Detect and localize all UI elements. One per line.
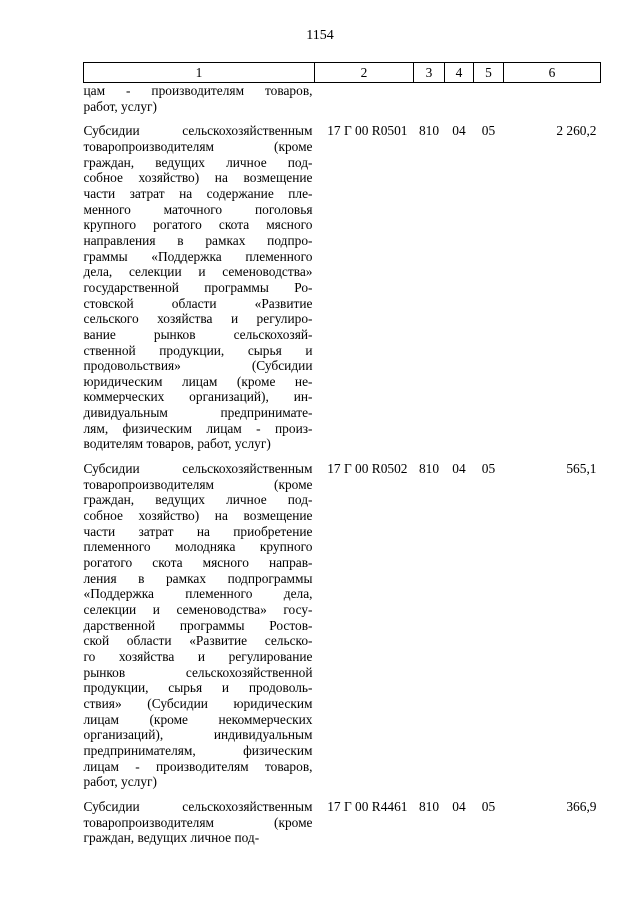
description-line: лям, физическим лицам - произ- <box>83 420 313 436</box>
description-line: рынков сельскохозяйственной <box>83 664 313 680</box>
row-spacer <box>84 452 601 460</box>
row-amount: 366,9 <box>566 798 597 814</box>
description-line: товаропроизводителям (кроме <box>83 476 313 492</box>
description-line: граждан, ведущих личное под- <box>83 492 313 508</box>
description-line: цам - производителям товаров, <box>83 83 313 98</box>
row-col-3: 810 <box>418 123 440 139</box>
description-line: Субсидии сельскохозяйственным <box>83 798 313 814</box>
row-code: 17 Г 00 R4461 <box>327 798 408 814</box>
header-col-5: 5 <box>474 63 504 83</box>
row-spacer <box>84 790 601 798</box>
description-line: работ, услуг) <box>83 98 157 114</box>
description-line: собное хозяйство) на возмещение <box>83 170 313 186</box>
row-col-3: 810 <box>418 461 440 477</box>
description-line: рогатого скота мясного направ- <box>83 555 313 571</box>
page-number: 1154 <box>306 28 334 43</box>
description-line: вание рынков сельскохозяй- <box>83 326 313 342</box>
description-line: Субсидии сельскохозяйственным <box>83 123 313 139</box>
row-code: 17 Г 00 R0501 <box>327 123 408 139</box>
description-line: предпринимателям, физическим <box>83 742 313 758</box>
description-line: продукции, сырья и продоволь- <box>83 680 313 696</box>
description-line: дивидуальным предпринимате- <box>83 405 313 421</box>
table-row <box>84 460 601 790</box>
budget-table <box>83 62 601 846</box>
row-code: 17 Г 00 R0502 <box>327 461 408 477</box>
row-col-5: 05 <box>481 123 496 139</box>
header-col-4: 4 <box>445 63 474 83</box>
description-line: ствия» (Субсидии юридическим <box>83 695 313 711</box>
description-line: ления в рамках подпрограммы <box>83 570 313 586</box>
description-line: коммерческих организаций), ин- <box>83 389 313 405</box>
description-line: лицам - производителям товаров, <box>83 758 313 774</box>
row-description <box>84 460 315 790</box>
description-line: дела, селекции и семеноводства» <box>83 264 313 280</box>
row-col-3: 810 <box>418 798 440 814</box>
row-description <box>84 798 315 846</box>
table-header-row <box>84 63 601 83</box>
description-line: граммы «Поддержка племенного <box>83 248 313 264</box>
row-amount: 565,1 <box>566 461 597 477</box>
description-line: крупного рогатого скота мясного <box>83 217 313 233</box>
description-line: водителям товаров, работ, услуг) <box>83 436 271 452</box>
row-amount: 2 260,2 <box>556 123 597 139</box>
description-line: лицам (кроме некоммерческих <box>83 711 313 727</box>
description-line: дарственной программы Ростов- <box>83 617 313 633</box>
table-row <box>84 122 601 452</box>
description-line: юридическим лицам (кроме не- <box>83 373 313 389</box>
description-line: племенного молодняка крупного <box>83 539 313 555</box>
description-line: «Поддержка племенного дела, <box>83 586 313 602</box>
row-spacer <box>84 114 601 122</box>
continuation-description <box>84 83 315 115</box>
description-line: части затрат на содержание пле- <box>83 185 313 201</box>
row-col-5: 05 <box>481 461 496 477</box>
description-line: работ, услуг) <box>83 774 157 790</box>
description-line: стовской области «Развитие <box>83 295 313 311</box>
table-row <box>84 798 601 846</box>
header-col-3: 3 <box>414 63 445 83</box>
description-line: товаропроизводителям (кроме <box>83 138 313 154</box>
continuation-row <box>84 83 601 115</box>
description-line: продовольствия» (Субсидии <box>83 358 313 374</box>
description-line: граждан, ведущих личное под- <box>83 830 260 846</box>
row-col-4: 04 <box>452 798 466 814</box>
description-line: части затрат на приобретение <box>83 523 313 539</box>
description-line: граждан, ведущих личное под- <box>83 154 313 170</box>
row-description <box>84 122 315 452</box>
description-line: менного маточного поголовья <box>83 201 313 217</box>
row-col-4: 04 <box>452 123 466 139</box>
description-line: го хозяйства и регулирование <box>83 648 313 664</box>
row-col-4: 04 <box>452 461 466 477</box>
description-line: Субсидии сельскохозяйственным <box>83 461 313 477</box>
description-line: собное хозяйство) на возмещение <box>83 508 313 524</box>
description-line: направления в рамках подпро- <box>83 232 313 248</box>
header-col-1: 1 <box>84 63 315 83</box>
header-col-6: 6 <box>504 63 601 83</box>
description-line: селекции и семеноводства» госу- <box>83 602 313 617</box>
description-line: сельского хозяйства и регулиро- <box>83 311 313 327</box>
row-col-5: 05 <box>481 798 496 814</box>
description-line: государственной программы Ро- <box>83 279 313 295</box>
header-col-2: 2 <box>315 63 414 83</box>
description-line: организаций), индивидуальным <box>83 727 313 743</box>
description-line: ской области «Развитие сельско- <box>83 633 313 649</box>
description-line: товаропроизводителям (кроме <box>83 814 313 830</box>
description-line: ственной продукции, сырья и <box>83 342 313 358</box>
